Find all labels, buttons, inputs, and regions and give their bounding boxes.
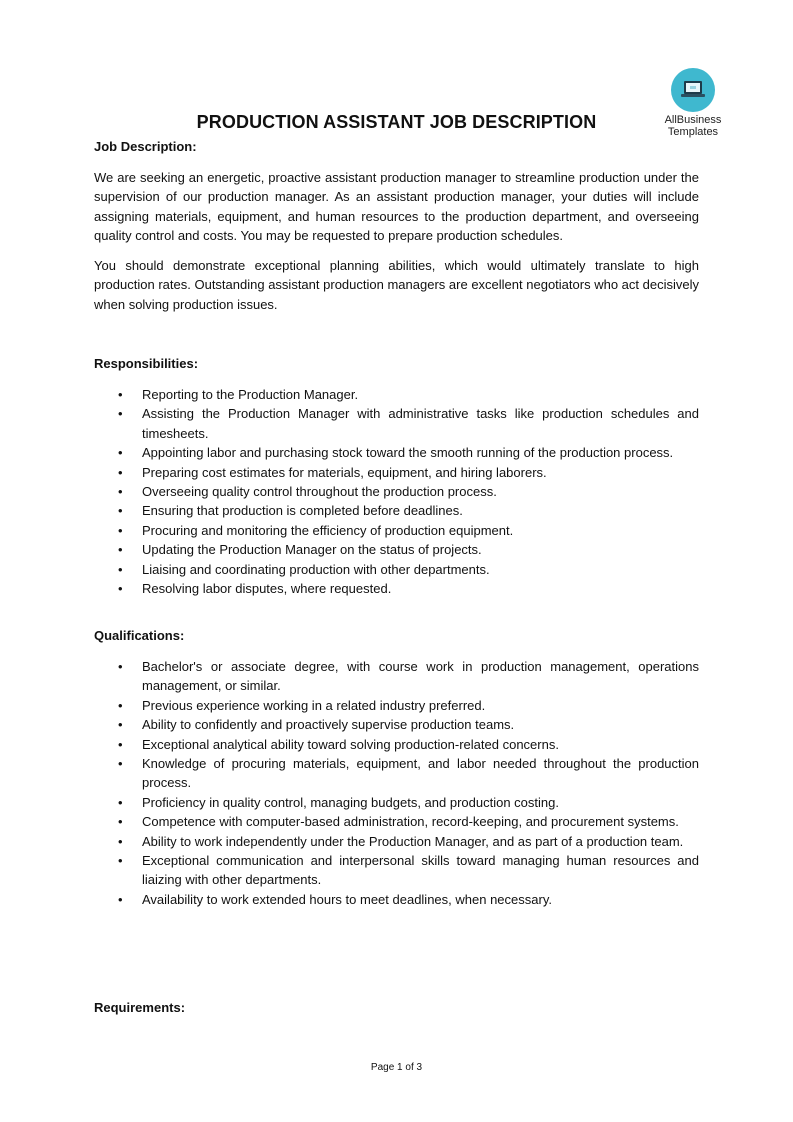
list-item-text: Reporting to the Production Manager. bbox=[142, 387, 359, 402]
bullet: • bbox=[118, 853, 123, 869]
list-item bbox=[94, 443, 699, 462]
list-item-text: Bachelor's or associate degree, with course work in production management, operations management, or similar. bbox=[142, 659, 699, 694]
list-item-text: Procuring and monitoring the efficiency of production equipment. bbox=[142, 522, 514, 538]
list-item bbox=[94, 579, 699, 598]
job-description-paragraph-1: We are seeking an energetic, proactive assistant production manager to streamline production under the supervision of our production manager. As an assistant production manager, your duties will include assigning materials, equipment, and human resources to the production department, and overseeing quality control and costs. You may be requested to prepare production schedules. bbox=[94, 170, 699, 244]
bullet: • bbox=[118, 833, 123, 849]
requirements-heading: Requirements: bbox=[94, 1000, 186, 1015]
page-number: Page 1 of 3 bbox=[370, 1062, 423, 1073]
bullet: • bbox=[118, 659, 123, 674]
list-item-text: Exceptional communication and interpersonal skills toward managing human resources and liaizing with other departments. bbox=[142, 853, 699, 888]
bullet: • bbox=[118, 484, 123, 500]
laptop-icon bbox=[680, 79, 706, 101]
list-item-text: Updating the Production Manager on the status of projects. bbox=[142, 542, 482, 558]
bullet: • bbox=[118, 542, 123, 558]
job-description-heading: Job Description: bbox=[94, 139, 197, 154]
list-item bbox=[94, 696, 699, 715]
qualifications-list bbox=[94, 657, 699, 909]
bullet: • bbox=[118, 406, 123, 422]
responsibilities-list bbox=[94, 385, 699, 598]
list-item bbox=[94, 851, 699, 890]
list-item bbox=[94, 501, 699, 520]
list-item-text: Ability to work independently under the Production Manager, and as part of a production team. bbox=[142, 833, 684, 849]
list-item bbox=[94, 560, 699, 579]
bullet: • bbox=[118, 503, 123, 519]
list-item bbox=[94, 463, 699, 482]
bullet: • bbox=[118, 464, 123, 480]
list-item bbox=[94, 404, 699, 443]
bullet: • bbox=[118, 736, 123, 752]
bullet: • bbox=[118, 387, 123, 402]
bullet: • bbox=[118, 794, 123, 810]
list-item-text: Competence with computer-based administration, record-keeping, and procurement systems. bbox=[142, 814, 679, 830]
list-item bbox=[94, 754, 699, 793]
list-item-text: Ensuring that production is completed before deadlines. bbox=[142, 503, 463, 519]
bullet: • bbox=[118, 814, 123, 830]
list-item bbox=[94, 715, 699, 734]
list-item bbox=[94, 890, 699, 909]
responsibilities-heading: Responsibilities: bbox=[94, 356, 199, 371]
document-title: PRODUCTION ASSISTANT JOB DESCRIPTION bbox=[196, 112, 597, 132]
list-item bbox=[94, 735, 699, 754]
list-item-text: Availability to work extended hours to meet deadlines, when necessary. bbox=[142, 891, 552, 907]
list-item bbox=[94, 832, 699, 851]
logo-badge bbox=[671, 68, 715, 112]
list-item bbox=[94, 540, 699, 559]
list-item-text: Knowledge of procuring materials, equipment, and labor needed throughout the production process. bbox=[142, 756, 699, 791]
qualifications-heading: Qualifications: bbox=[94, 628, 185, 643]
bullet: • bbox=[118, 891, 123, 907]
list-item bbox=[94, 482, 699, 501]
bullet: • bbox=[118, 697, 123, 713]
list-item-text: Preparing cost estimates for materials, equipment, and hiring laborers. bbox=[142, 464, 547, 480]
list-item bbox=[94, 812, 699, 831]
bullet: • bbox=[118, 581, 123, 597]
list-item-text: Ability to confidently and proactively supervise production teams. bbox=[142, 717, 515, 733]
list-item-text: Exceptional analytical ability toward solving production-related concerns. bbox=[142, 736, 559, 752]
logo-line-2: Templates bbox=[667, 126, 719, 138]
bullet: • bbox=[118, 717, 123, 733]
list-item-text: Resolving labor disputes, where requested. bbox=[142, 581, 392, 597]
job-description-paragraph-2: You should demonstrate exceptional planning abilities, which would ultimately translate to high production rates. Outstanding assistant production managers are excellent negotiators who act decisively when solving production issues. bbox=[94, 258, 699, 312]
list-item bbox=[94, 793, 699, 812]
list-item-text: Proficiency in quality control, managing budgets, and production costing. bbox=[142, 794, 559, 810]
list-item-text: Overseeing quality control throughout the production process. bbox=[142, 484, 497, 500]
bullet: • bbox=[118, 445, 123, 461]
bullet: • bbox=[118, 756, 123, 772]
list-item-text: Assisting the Production Manager with administrative tasks like production schedules and timesheets. bbox=[142, 406, 699, 441]
list-item-text: Previous experience working in a related industry preferred. bbox=[142, 697, 486, 713]
logo-line-1: AllBusiness bbox=[664, 114, 722, 126]
list-item bbox=[94, 521, 699, 540]
list-item-text: Liaising and coordinating production with other departments. bbox=[142, 561, 490, 577]
bullet: • bbox=[118, 522, 123, 538]
list-item bbox=[94, 657, 699, 696]
list-item bbox=[94, 385, 699, 404]
list-item-text: Appointing labor and purchasing stock toward the smooth running of the production process. bbox=[142, 445, 674, 461]
bullet: • bbox=[118, 561, 123, 577]
